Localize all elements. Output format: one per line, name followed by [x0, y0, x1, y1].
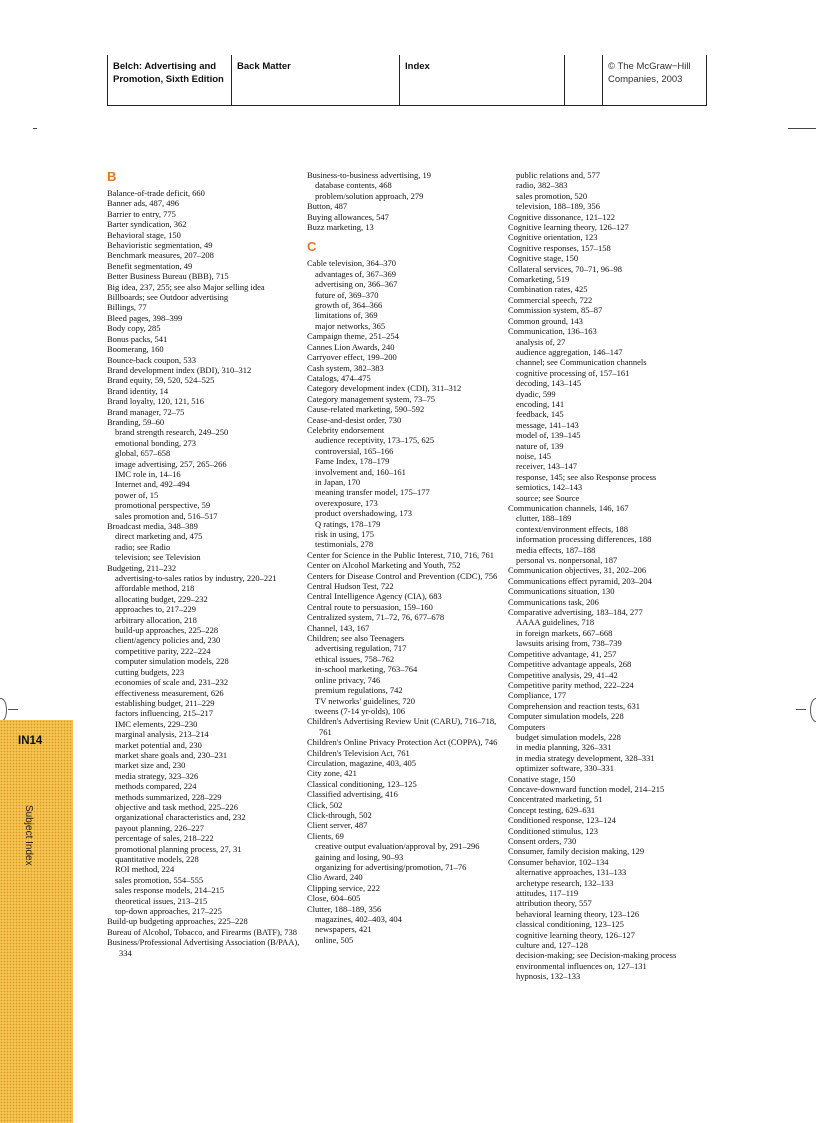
index-subentry: objective and task method, 225–226 — [115, 801, 238, 812]
header-chapter: Index — [399, 55, 564, 105]
index-subentry: involvement and, 160–161 — [315, 466, 406, 477]
index-entry: Cognitive learning theory, 126–127 — [508, 222, 629, 233]
index-entry: Clients, 69 — [307, 830, 344, 841]
index-entry: Clio Award, 240 — [307, 872, 363, 883]
index-subentry: cutting budgets, 223 — [115, 666, 185, 677]
registration-mark-right — [810, 698, 816, 722]
index-entry: Communication objectives, 31, 202–206 — [508, 565, 647, 576]
index-entry: Cease-and-desist order, 730 — [307, 414, 402, 425]
index-entry: Common ground, 143 — [508, 315, 583, 326]
index-subentry: nature of, 139 — [516, 440, 564, 451]
index-subentry: premium regulations, 742 — [315, 685, 403, 696]
index-entry: Benchmark measures, 207–208 — [107, 250, 214, 261]
index-subentry: tweens (7-14 yr-olds), 106 — [315, 705, 406, 716]
index-subentry: testimonials, 278 — [315, 539, 374, 550]
index-entry: Better Business Bureau (BBB), 715 — [107, 271, 229, 282]
index-subentry: television, 188–189, 356 — [516, 201, 601, 212]
index-entry: Category management system, 73–75 — [307, 393, 435, 404]
crop-mark-left — [33, 128, 37, 129]
index-entry: Big idea, 237, 255; see also Major selling idea — [107, 281, 265, 292]
index-subentry: growth of, 364–366 — [315, 300, 383, 311]
index-subentry: organizing for advertising/promotion, 71–76 — [315, 862, 467, 872]
index-subentry: encoding, 141 — [516, 398, 565, 409]
index-entry: Channel, 143, 167 — [307, 622, 370, 633]
index-subentry: market share goals and, 230–231 — [115, 749, 228, 760]
index-entry: Cognitive orientation, 123 — [508, 232, 598, 243]
index-subentry: information processing differences, 188 — [516, 534, 652, 545]
index-entry: Billings, 77 — [107, 302, 147, 313]
index-subentry: cognitive learning theory, 126–127 — [516, 929, 635, 940]
index-subentry: lawsuits arising from, 738–739 — [516, 638, 622, 649]
index-entry: Cannes Lion Awards, 240 — [307, 341, 395, 352]
index-subentry: IMC role in, 14–16 — [115, 468, 181, 479]
index-subentry: limitations of, 369 — [315, 310, 378, 321]
index-subentry: Internet and, 492–494 — [115, 479, 190, 490]
index-subentry: effectiveness measurement, 626 — [115, 687, 224, 698]
index-subentry: meaning transfer model, 175–177 — [315, 487, 430, 498]
index-entry: Buzz marketing, 13 — [307, 222, 374, 233]
index-column-3 — [508, 170, 708, 982]
index-column-2 — [307, 170, 508, 945]
index-entry: Communication channels, 146, 167 — [508, 503, 629, 513]
index-entry: Computers — [508, 721, 546, 732]
index-subentry: context/environment effects, 188 — [516, 523, 628, 534]
index-subentry: audience aggregation, 146–147 — [516, 346, 623, 357]
index-entry: Commercial speech, 722 — [508, 294, 593, 305]
index-entry: Communications situation, 130 — [508, 586, 615, 597]
index-subentry: decision-making; see Decision-making process — [516, 950, 677, 961]
index-entry: Bounce-back coupon, 533 — [107, 354, 196, 365]
index-entry: Clipping service, 222 — [307, 882, 380, 893]
index-entry: Cognitive responses, 157–158 — [508, 242, 611, 253]
index-subentry: Q ratings, 178–179 — [315, 518, 381, 529]
index-subentry: methods compared, 224 — [115, 781, 197, 792]
index-entry: Combination rates, 425 — [508, 284, 588, 295]
index-subentry: in media strategy development, 328–331 — [516, 752, 655, 763]
index-subentry: classical conditioning, 123–125 — [516, 919, 624, 930]
index-entry: Behavioral stage, 150 — [107, 229, 181, 240]
index-entry: Bureau of Alcohol, Tobacco, and Firearms (BATF), 738 — [107, 926, 297, 937]
index-subentry: hypnosis, 132–133 — [516, 971, 581, 982]
index-entry: Bleed pages, 398–399 — [107, 312, 183, 323]
registration-line-left — [8, 709, 18, 710]
index-subentry: sales promotion and, 516–517 — [115, 510, 218, 521]
index-entry: Consumer, family decision making, 129 — [508, 846, 645, 857]
index-subentry: Fame Index, 178–179 — [315, 456, 390, 467]
index-entry: Cause-related marketing, 590–592 — [307, 404, 425, 415]
index-subentry: analysis of, 27 — [516, 336, 566, 347]
crop-mark-right — [788, 128, 816, 129]
index-entry: Children; see also Teenagers — [307, 633, 405, 644]
index-subentry: personal vs. nonpersonal, 187 — [516, 555, 618, 566]
index-subentry: market size and, 230 — [115, 760, 186, 771]
index-subentry: noise, 145 — [516, 450, 551, 461]
index-subentry: channel; see Communication channels — [516, 357, 647, 368]
index-entry: Competitive parity method, 222–224 — [508, 679, 634, 690]
index-subentry: sales promotion, 520 — [516, 190, 588, 201]
index-subentry: direct marketing and, 475 — [115, 531, 203, 542]
index-entry: Build-up budgeting approaches, 225–228 — [107, 916, 248, 927]
index-subentry: arbitrary allocation, 218 — [115, 614, 197, 625]
index-entry: Competitive advantage, 41, 257 — [508, 648, 617, 659]
index-entry: Communications effect pyramid, 203–204 — [508, 575, 652, 586]
index-subentry: future of, 369–370 — [315, 289, 379, 300]
index-entry: Center on Alcohol Marketing and Youth, 752 — [307, 560, 461, 571]
index-entry: Concept testing, 629–631 — [508, 804, 596, 815]
index-entry: Business-to-business advertising, 19 — [307, 170, 431, 180]
index-entry: Conditioned stimulus, 123 — [508, 825, 598, 836]
index-subentry: power of, 15 — [115, 489, 159, 500]
index-subentry: ethical issues, 758–762 — [315, 653, 395, 664]
index-entry: Consumer behavior, 102–134 — [508, 856, 609, 867]
index-entry: Brand equity, 59, 520, 524–525 — [107, 375, 215, 386]
index-entry: Broadcast media, 348–389 — [107, 521, 198, 531]
index-subentry: cognitive processing of, 157–161 — [516, 367, 630, 378]
index-entry: Click-through, 502 — [307, 809, 372, 820]
index-subentry: response, 145; see also Response process — [516, 471, 657, 482]
index-subentry: online privacy, 746 — [315, 674, 381, 685]
index-subentry: global, 657–658 — [115, 448, 171, 459]
index-subentry: archetype research, 132–133 — [516, 877, 614, 888]
registration-line-right — [796, 709, 806, 710]
index-subentry: image advertising, 257, 265–266 — [115, 458, 227, 469]
index-entry: Barter syndication, 362 — [107, 219, 187, 230]
index-entry: Benefit segmentation, 49 — [107, 260, 193, 271]
index-subentry: source; see Source — [516, 492, 580, 503]
index-subentry: in media planning, 326–331 — [516, 742, 612, 753]
index-entry: Bonus packs, 541 — [107, 333, 168, 344]
index-entry: Brand loyalty, 120, 121, 516 — [107, 396, 204, 407]
index-subentry: major networks, 365 — [315, 320, 386, 331]
index-subentry: economies of scale and, 231–232 — [115, 677, 229, 688]
index-subentry: culture and, 127–128 — [516, 940, 588, 951]
index-subentry: dyadic, 599 — [516, 388, 556, 399]
header-page-ref — [564, 55, 602, 105]
index-entry: Central Hudson Test, 722 — [307, 581, 394, 592]
index-subentry: media effects, 187–188 — [516, 544, 596, 555]
index-entry: Behavioristic segmentation, 49 — [107, 240, 213, 251]
index-subentry: database contents, 468 — [315, 180, 392, 191]
index-entry: Click, 502 — [307, 799, 343, 810]
index-entry: Classified advertising, 416 — [307, 789, 398, 800]
index-entry: Catalogs, 474–475 — [307, 372, 371, 383]
index-entry: Children's Advertising Review Unit (CARU), 716–718, 761 — [307, 716, 497, 737]
running-header — [107, 55, 707, 106]
index-entry: Celebrity endorsement — [307, 424, 385, 435]
index-subentry: competitive parity, 222–224 — [115, 645, 211, 656]
index-subentry: creative output evaluation/approval by, 291–296 — [315, 841, 480, 852]
index-subentry: quantitative models, 228 — [115, 854, 199, 864]
index-entry: Close, 604–605 — [307, 893, 361, 904]
index-subentry: environmental influences on, 127–131 — [516, 960, 647, 971]
index-entry: Computer simulation models, 228 — [508, 711, 624, 722]
index-subentry: receiver, 143–147 — [516, 461, 578, 472]
index-subentry: market potential and, 230 — [115, 739, 202, 750]
index-subentry: ROI method, 224 — [115, 864, 175, 875]
index-entry: Classical conditioning, 123–125 — [307, 778, 417, 789]
index-subentry: advertising on, 366–367 — [315, 279, 398, 290]
index-entry: Cable television, 364–370 — [307, 258, 397, 269]
index-entry: Competitive advantage appeals, 268 — [508, 659, 632, 670]
index-subentry: client/agency policies and, 230 — [115, 635, 221, 646]
index-subentry: AAAA guidelines, 718 — [516, 617, 595, 628]
index-entry: Category development index (CDI), 311–312 — [307, 383, 462, 394]
index-entry: Center for Science in the Public Interest, 710, 716, 761 — [307, 549, 494, 560]
index-entry: Client server, 487 — [307, 820, 368, 831]
section-letter-heading: C — [307, 239, 317, 255]
page-number: IN14 — [18, 735, 43, 747]
index-subentry: approaches to, 217–229 — [115, 604, 196, 615]
index-subentry: problem/solution approach, 279 — [315, 190, 424, 201]
index-entry: Conditioned response, 123–124 — [508, 815, 616, 826]
index-subentry: message, 141–143 — [516, 419, 579, 430]
index-entry: Conative stage, 150 — [508, 773, 576, 784]
index-subentry: advertising-to-sales ratios by industry, 220–221 — [115, 573, 277, 584]
index-entry: Circulation, magazine, 403, 405 — [307, 757, 417, 768]
index-entry: Cash system, 382–383 — [307, 362, 384, 373]
index-subentry: overexposure, 173 — [315, 497, 378, 508]
index-entry: City zone, 421 — [307, 768, 357, 779]
index-entry: Centralized system, 71–72, 76, 677–678 — [307, 612, 445, 623]
index-entry: Button, 487 — [307, 201, 348, 212]
index-subentry: IMC elements, 229–230 — [115, 718, 198, 729]
header-section: Back Matter — [231, 55, 399, 105]
registration-mark-left — [0, 698, 7, 722]
index-subentry: advertising regulation, 717 — [315, 643, 407, 654]
index-subentry: methods summarized, 228–229 — [115, 791, 222, 802]
index-subentry: semiotics, 142–143 — [516, 482, 583, 493]
index-entry: Carryover effect, 199–200 — [307, 352, 397, 363]
index-subentry: TV networks' guidelines, 720 — [315, 695, 416, 706]
index-subentry: product overshadowing, 173 — [315, 508, 413, 519]
index-entry: Buying allowances, 547 — [307, 211, 389, 222]
index-subentry: factors influencing, 215–217 — [115, 708, 213, 719]
index-subentry: percentage of sales, 218–222 — [115, 833, 214, 844]
index-entry: Business/Professional Advertising Association (B/PAA), 334 — [107, 937, 300, 958]
index-entry: Budgeting, 211–232 — [107, 562, 177, 573]
index-entry: Commission system, 85–87 — [508, 305, 603, 316]
index-subentry: in-school marketing, 763–764 — [315, 664, 418, 675]
index-entry: Collateral services, 70–71, 96–98 — [508, 263, 623, 274]
header-book-title: Belch: Advertising and Promotion, Sixth Edition — [107, 55, 230, 105]
index-entry: Comarketing, 519 — [508, 274, 570, 285]
index-entry: Communication, 136–163 — [508, 326, 597, 337]
index-subentry: sales promotion, 554–555 — [115, 874, 204, 885]
index-subentry: newspapers, 421 — [315, 924, 372, 935]
index-subentry: decoding, 143–145 — [516, 378, 582, 389]
index-subentry: behavioral learning theory, 123–126 — [516, 908, 640, 919]
index-entry: Cognitive dissonance, 121–122 — [508, 211, 615, 222]
index-subentry: budget simulation models, 228 — [516, 731, 621, 742]
index-entry: Comparative advertising, 183–184, 277 — [508, 607, 643, 618]
index-entry: Boomerang, 160 — [107, 344, 164, 355]
index-entry: Communications task, 206 — [508, 596, 599, 607]
index-subentry: promotional planning process, 27, 31 — [115, 843, 242, 854]
index-subentry: brand strength research, 249–250 — [115, 427, 229, 438]
index-subentry: affordable method, 218 — [115, 583, 195, 594]
index-subentry: promotional perspective, 59 — [115, 500, 211, 511]
index-subentry: alternative approaches, 131–133 — [516, 867, 627, 878]
index-entry: Body copy, 285 — [107, 323, 161, 334]
index-subentry: organizational characteristics and, 232 — [115, 812, 246, 823]
index-entry: Barrier to entry, 775 — [107, 208, 176, 219]
index-subentry: public relations and, 577 — [516, 170, 601, 180]
index-subentry: television; see Television — [115, 552, 201, 563]
index-entry: Children's Television Act, 761 — [307, 747, 410, 758]
index-entry: Concentrated marketing, 51 — [508, 794, 603, 805]
index-subentry: attitudes, 117–119 — [516, 888, 579, 899]
index-subentry: allocating budget, 229–232 — [115, 593, 208, 604]
index-entry: Centers for Disease Control and Prevention (CDC), 756 — [307, 570, 498, 581]
header-copyright: © The McGraw−Hill Companies, 2003 — [602, 55, 707, 105]
index-entry: Competitive analysis, 29, 41–42 — [508, 669, 618, 680]
index-subentry: emotional bonding, 273 — [115, 437, 196, 448]
index-subentry: marginal analysis, 213–214 — [115, 729, 209, 740]
index-subentry: model of, 139–145 — [516, 430, 581, 441]
index-subentry: online, 505 — [315, 934, 354, 945]
index-entry: Banner ads, 487, 496 — [107, 198, 180, 209]
index-subentry: audience receptivity, 173–175, 625 — [315, 435, 435, 446]
index-subentry: feedback, 145 — [516, 409, 564, 420]
index-subentry: in foreign markets, 667–668 — [516, 627, 613, 638]
index-subentry: establishing budget, 211–229 — [115, 697, 215, 708]
index-subentry: clutter, 188–189 — [516, 513, 572, 524]
index-entry: Children's Online Privacy Protection Act (COPPA), 746 — [307, 737, 498, 748]
index-entry: Brand development index (BDI), 310–312 — [107, 364, 252, 375]
index-entry: Concave-downward function model, 214–215 — [508, 783, 665, 794]
index-subentry: theoretical issues, 213–215 — [115, 895, 208, 906]
section-letter-heading: B — [107, 169, 117, 184]
index-entry: Consent orders, 730 — [508, 836, 577, 846]
section-tab-label: Subject Index — [23, 805, 34, 866]
index-subentry: build-up approaches, 225–228 — [115, 625, 219, 636]
index-subentry: radio; see Radio — [115, 541, 171, 552]
index-subentry: magazines, 402–403, 404 — [315, 914, 402, 925]
side-thumb-tab — [0, 720, 73, 1123]
index-subentry: gaining and losing, 90–93 — [315, 851, 404, 862]
index-subentry: media strategy, 323–326 — [115, 770, 199, 781]
index-entry: Brand manager, 72–75 — [107, 406, 185, 417]
index-subentry: radio, 382–383 — [516, 180, 568, 191]
index-subentry: controversial, 165–166 — [315, 445, 394, 456]
index-subentry: in Japan, 170 — [315, 476, 361, 487]
index-entry: Billboards; see Outdoor advertising — [107, 292, 229, 303]
index-entry: Comprehension and reaction tests, 631 — [508, 700, 640, 711]
index-entry: Campaign theme, 251–254 — [307, 331, 399, 342]
index-entry: Brand identity, 14 — [107, 385, 169, 396]
index-subentry: sales response models, 214–215 — [115, 885, 225, 896]
index-entry: Balance-of-trade deficit, 660 — [107, 188, 205, 198]
index-subentry: top-down approaches, 217–225 — [115, 906, 222, 917]
index-entry: Cognitive stage, 150 — [508, 253, 579, 264]
index-subentry: attribution theory, 557 — [516, 898, 592, 909]
index-entry: Central Intelligence Agency (CIA), 683 — [307, 591, 442, 602]
index-column-1 — [107, 170, 307, 958]
index-entry: Branding, 59–60 — [107, 416, 165, 427]
index-subentry: risk in using, 175 — [315, 529, 375, 539]
index-subentry: computer simulation models, 228 — [115, 656, 229, 667]
index-subentry: payout planning, 226–227 — [115, 822, 205, 833]
index-entry: Compliance, 177 — [508, 690, 567, 701]
index-entry: Central route to persuasion, 159–160 — [307, 601, 433, 612]
index-subentry: optimizer software, 330–331 — [516, 763, 614, 774]
index-subentry: advantages of, 367–369 — [315, 268, 396, 279]
index-entry: Clutter, 188–189, 356 — [307, 903, 382, 914]
